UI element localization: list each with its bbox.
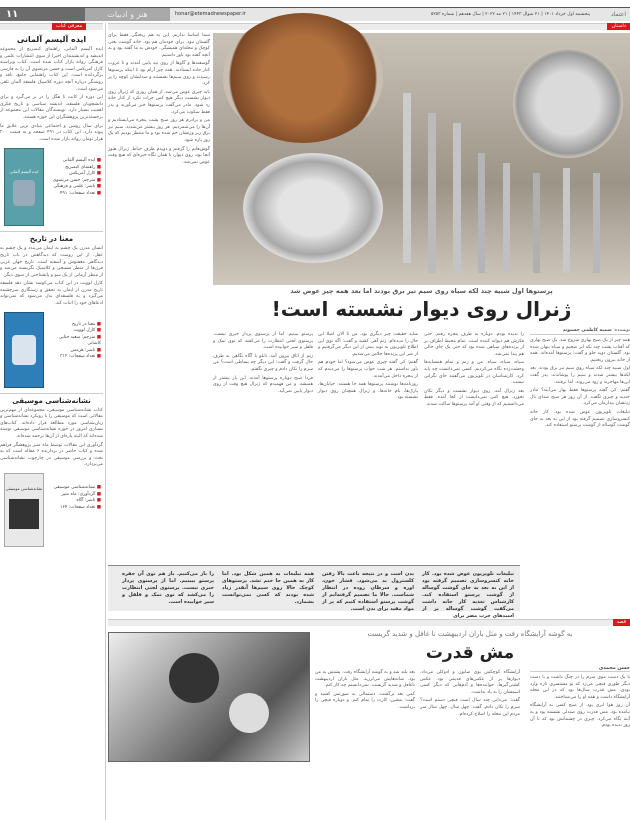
paragraph: آرایشگاه کوچکش بوی صابون و ادوکلن می‌داد. دیوارها پر از عکس‌های قدیمی بود. عکس کشتی‌گیرها، خواننده‌ها و آدم‌هایی که دیگر کسی اسمشان را به یاد نداشت.: [420, 670, 520, 695]
pullquote-text: همه تبلیغات به همین شکل بود. اما کار به همین جا ختم نشد. پرستوهای کوچک حالا روی سیم‌ها آنقدر زیاد شده بودند که کسی نمی‌توانست بشمارد.: [222, 571, 314, 605]
spoon: [593, 173, 600, 273]
paragraph: با یک دست موی سرم را در چنگ داشت و با دست دیگر طوری قیچی می‌زد که تو مشتسری تازه وارد بودی. مش قدرت سال‌ها بود که در این محله آرایشگاه داشت و همه او را می‌شناختند.: [530, 675, 630, 700]
paragraph: انسان مدرن یک چشم به ایمان می‌بندد و یک چشم به عقل. از این روست که دیدگاهش در باب تاریخ دیدگاهی مغشوش و آشفته است. تاریخ جهان غربی قرن‌ها از منظر مسیحی و کلاسیک نگریسته می‌شد و از منظر آرمانی از یک سو و پاتشناختی از سوی دیگر.: [0, 246, 103, 278]
paragraph: روزنامه‌ها نوشتند پرستوها همه جا هستند. خیابان‌ها، پارک‌ها، بام خانه‌ها. و ژنرال همچنان روی دیوار نشسته بود.: [318, 382, 418, 401]
tale-label: قصه: [613, 619, 630, 626]
byline: [530, 328, 630, 335]
fact: ■ کارل لوویت: [46, 328, 101, 335]
paragraph: شاید حقیقت چیز دیگری بود. من تا الان اصلا این حال را ندیده‌ام. زنم آهی کشید و گفت: اگه توی این اطلاع تلویزیون به نوید بیش از این دیگر می‌گرفتیم و از شر این پرنده‌ها خلاص می‌شدیم.: [318, 332, 418, 357]
fact: ■ مترجم: حسن مرتضوی: [46, 178, 101, 185]
spoon: [563, 168, 570, 273]
fact: ■ نشانه‌شناسی موسیقی: [46, 485, 101, 492]
paragraph: گفتم: کی گفته پرستوها فقط بهار می‌آیند؟ مادر خندید و چیزی نگفت. از آن روز هر صبح صدای بال زدنشان بیدارمان می‌کرد.: [530, 388, 630, 407]
fact: ■ ایده آلیسم آلمانی: [46, 158, 101, 165]
paragraph: کتاب نشانه‌شناسی موسیقی، مجموعه‌ای از مهم‌ترین مقالاتی است که موسیقی را با رویکرد نشانه‌شناسی و زبان‌شناسی مورد مطالعه قرار داده‌اند. کتاب‌های بسیاری امروز در حوزه نشانه‌شناسی موسیقی نوشته شده‌اند که البته پاره‌ای از آن‌ها ترجمه شده‌اند.: [0, 407, 103, 440]
byline-label: نویسنده:: [613, 328, 630, 333]
paragraph: برای سال روشن و اجتماعی بنیادی ترین علایق ما پیوند دارد. این کتاب در ۴۹۱ صفحه و به قیمت ۲۰۰ هزار تومان روانه بازار شده است.: [0, 123, 103, 142]
fork: [533, 173, 540, 273]
paragraph: گوش‌هایم را گرفتم و دویدم طرف حیاط. ژنرال هنوز آنجا بود، روی دیوار، با همان نگاه خیره‌ای که هیچ وقت عوض نمی‌شد.: [108, 146, 210, 165]
paragraph: من و برادرم هر روز صبح پشت پنجره می‌ایستادیم و آن‌ها را می‌شمردیم. هر روز بیشتر می‌شدند. سیم تیر برق زیر وزنشان خم شده بود و ما منتظر بودیم که یک روز پاره شود.: [107, 118, 210, 143]
book1-facts: [46, 158, 101, 197]
fact: ■ تعداد صفحات: ۳۱۲: [46, 354, 101, 361]
paragraph: آن روز هوا ابری بود. از صبح کسی به آرایشگاه نیامده بود. مش قدرت روی صندلی نشسته بود و به آینه نگاه می‌کرد. چیزی در چشمانش بود که تا آن روز ندیده بودم.: [530, 703, 630, 729]
figure-head: [229, 693, 269, 733]
tale-column-1: [530, 666, 630, 815]
story-label: داستان: [607, 23, 630, 30]
paragraph: کارل لوویت در این کتاب می‌کوشد نشان دهد فلسفه تاریخ مدرن از ایمان به تحقق و رستگاری سرچشمه می‌گیرد و به فلسفه‌ای بدل می‌شود که نمی‌تواند ادعاهای خود را اثبات کند.: [0, 281, 103, 307]
fact: ■ ناشر: آگاه: [46, 498, 101, 505]
story-photo-utensils: [213, 33, 630, 285]
book1-body: [0, 47, 103, 143]
fork: [503, 163, 510, 273]
tale-kicker: به گوشه آرایشگاه رفت و مثل باران اردیبهشت نا غافل و شدید گریست: [367, 630, 573, 638]
pullquote-text: تبلیغات تلویزیون عوض شده بود. کار خانه کنسروسازی تصمیم گرفته بود از این به بعد به جای گوشت گوساله از گوشت پرستو استفاده کند. کارشناس تغذیه کار خانه داشت می‌گفت گوشت گوساله پر از اسیدهای چرب مضر برای: [422, 571, 514, 619]
paragraph: گوسفندها و گاوها از روی تپه پایین آمدند و تا غروب کنار جاده ایستادند. همه چیز آرام بود تا اینکه پرستوها رسیدند و روی سیم‌ها نشستند و صدایشان کوچه را پر کرد.: [108, 61, 210, 87]
spoon: [453, 123, 461, 273]
sidebar: [0, 33, 103, 820]
knife: [403, 93, 411, 263]
paragraph: همه چیز از یک صبح بهاری شروع شد. یک صبح بهاری که آفتاب پشت چند تکه ابر ضخیم و سیاه پنهان شده بود. گلستان دوید جلو و گفت: پرستوها آمده‌اند. همه از خانه بیرون ریختیم.: [530, 338, 630, 363]
story-label-rule: [108, 23, 630, 30]
fact: ■ کارل آمریکس: [46, 171, 101, 178]
paragraph: پرستو ببینیم. اما از پرستوی پردار خبری نیست. پرستوی لختی انتظارت را می‌کشد که توی نمک و فلفل و سیر خوابیده است.: [213, 332, 313, 351]
silver-plate: [513, 48, 623, 158]
fact: ■ راهنمای کیمبریج: [46, 165, 101, 172]
book2-body: [0, 246, 103, 307]
fact: ■ معنا در تاریخ: [46, 322, 101, 329]
fact: ■ ناشر: هرمس: [46, 348, 101, 355]
silver-tray: [243, 153, 383, 263]
tale-column-3: [315, 670, 415, 818]
tale-photo-barber: [108, 632, 310, 762]
paragraph: گردآوری این مقالات توسط ماه منیر پژوهشگر فراهم شده و کتاب حاضر در بردارنده ۶ مقاله است که به بحث و بررسی موسیقی در چارچوب نشانه‌شناسی می‌پردازد.: [0, 442, 103, 468]
book-intro-label: معرفی کتاب: [52, 23, 86, 30]
cover-title: ایده آلیسم آلمانی: [9, 169, 39, 175]
spoon: [428, 113, 436, 273]
story-column-1: [530, 328, 630, 563]
pullquote-text: بدن است و در نتیجه باعث بالا رفتن کلسترول بد می‌شود. فشار خون، اوره و سرطان روده در انتظار شماست. حالا ما تصمیم گرفته‌ایم از گوشت پرستو استفاده کنیم که پر از مواد مفید برای بدن است.: [322, 571, 414, 612]
paragraph: شما اساسا نداریم. این به هم ریختگی فقط برای گلستان نبود. برای خودمان هم بود. خانه گوشت یعنی کوچک و محله‌ای همیشگی. خودش به ما گفته بود و به آنچه گفته بود باور داشتیم.: [108, 33, 210, 58]
book3-body: [0, 408, 103, 469]
date-line: پنجشنبه اول خرداد ۱۴۰۱ | ۲۱ شوال ۱۴۴۳ | ۲۱ مه ۲۰۲۲ | سال هفدهم | شماره ۵۲۵۳: [430, 12, 590, 17]
book1-title: ایده آلیسم آلمانی: [16, 35, 87, 44]
tale-title: مش قدرت: [425, 643, 515, 663]
paragraph: سیاه، سیاه، سیاه. من و زنم و تمام همسایه‌ها وحشت‌زده نگاه می‌کردیم. کسی نمی‌دانست چه باید کرد. کارشناسان در تلویزیون می‌گفتند جای نگرانی نیست.: [424, 360, 524, 386]
paragraph: بعد ژنرال آمد. روی دیوار نشست و دیگر تکان نخورد. هیچ کس نمی‌دانست از کجا آمده. فقط می‌دانستیم که از وقتی او آمد پرستوها ساکت شدند.: [424, 388, 524, 407]
paragraph: گفت: می‌دانی چند سال است قیچی دستم است؟ سرم را تکان دادم. گفت: چهل سال. چهل سال سر مردم این محله را اصلاح کرده‌ام.: [420, 698, 520, 717]
paragraph: کمی بعد برگشت، دستمالی به صورتش کشید و گفت: بنشین، کارت را تمام کنم. و دوباره قیچی را برداشت.: [315, 691, 415, 710]
fact: ■ مترجم: سعید حنایی کاشانی: [46, 335, 101, 348]
book3-title: نشانه‌شناسی موسیقی: [12, 396, 91, 405]
page-number: ۱۱: [0, 8, 85, 21]
fact: ■ گردآوری: ماه منیر: [46, 492, 101, 499]
paragraph: زنم از اتاق بیرون آمد. تابلو با آگاه نگاهی به طرف حال گرفت و گفت: این دیگر چه بساطی است؟ من سرم را تکان دادم و چیزی نگفتم.: [213, 353, 313, 372]
paragraph: این دوره از کانت تا هگل را در بر می‌گیرد و برای دانشجویان فلسفه، اندیشه سیاسی و تاریخ فکری اهمیت بسیار دارد. نویسندگان مقالات این مجموعه از برجسته‌ترین پژوهشگران این حوزه هستند.: [0, 95, 103, 120]
figure-head: [169, 653, 219, 703]
story-column-left: [108, 33, 210, 563]
book3-cover: [4, 473, 44, 547]
book1-cover: [4, 148, 44, 226]
story-column-3: [318, 332, 418, 560]
tale-column-2: [420, 670, 520, 818]
paragraph: ایده آلیسم آلمانی، راهنمای کیمبریج از مجموعه اندیشه و اندیشمندان اخیرا از سوی انتشارات علمی و فرهنگی روانه بازار کتاب شده است. کتاب ویراسته کارل آمریکس است و حسن مرتضوی آن را به فارسی برگردانده است. این کتاب راهنمایی جامع، ناقد و روشنگر درباره آنچه دوره کلاسیک فلسفه آلمان تلقی می‌شود است.: [0, 47, 103, 92]
tale-label-rule: [108, 619, 630, 626]
cover-title: نشانه‌شناسی موسیقی: [5, 486, 43, 491]
cover-portrait: [12, 335, 36, 365]
fact: ■ ناشر: علمی و فرهنگی: [46, 184, 101, 191]
paragraph: تبلیغات تلویزیون عوض شده بود. کار خانه کنسروسازی تصمیم گرفته بود از این به بعد به جای گوشت گوساله از گوشت پرستو استفاده کند.: [530, 409, 630, 429]
paragraph: اول شبیه چند لکه سیاه روی سیم تیر برق بودند. بعد لکه‌ها بیشتر شدند و سیم را پوشاندند. پدر گفت این‌ها مهاجرند و زود می‌روند. اما نرفتند.: [530, 366, 630, 385]
paragraph: بعد بلند شد و به گوشه آرایشگاه رفت. پشتش به من بود. شانه‌هایش می‌لرزید. مثل باران اردیبهشت ناغافل و شدید گریست. نمی‌دانستم چه کار کنم.: [315, 670, 415, 689]
book2-cover: [4, 312, 44, 388]
fact: ■ تعداد صفحات: ۱۶۴: [46, 505, 101, 512]
paragraph: گفتم: کی گفته چیزی عوض می‌شود؟ اما خودم هم باور نداشتم. هر شب خواب پرستوها را می‌دیدم که از پنجره داخل می‌آمدند.: [318, 360, 418, 379]
paragraph: فردا صبح دوباره پرستوها آمدند. این بار بیشتر از همیشه. و من فهمیدم که ژنرال هیچ وقت از روی دیوار پایین نمی‌آید.: [213, 375, 313, 394]
email-link[interactable]: honar@etemadnewspaper.ir: [175, 11, 246, 17]
story-column-2: [424, 332, 524, 560]
column-divider: [105, 23, 106, 820]
story-headline: ژنرال روی دیوار نشسته است!: [271, 297, 572, 321]
paragraph: باید چیزی عوض می‌شد. از همان روزی که ژنرال روی دیوار نشست دیگر هیچ کس جرات نکرد از کنار خانه رد شود. مادر می‌گفت پرستوها خبر می‌آورند و پدر فقط سکوت می‌کرد.: [108, 89, 210, 115]
book2-facts: [46, 322, 101, 361]
book2-title: معنا در تاریخ: [29, 235, 74, 244]
copper-pan: [223, 13, 383, 143]
story-column-4: [213, 332, 313, 560]
paragraph: را ندیده بودم. دوباره به طرف پنجره رفتم. حتی فکرش هم دیوانه کننده است. تمام محیط اطراف پر از پرنده‌های سیاهی شده بود که حتی یک جای خالی هم پیدا نمی‌شد.: [424, 332, 524, 357]
fork: [478, 153, 485, 273]
fact: ■ تعداد صفحات: ۴۹۱: [46, 191, 101, 198]
cover-art: [9, 499, 39, 529]
story-kicker: پرستوها اول شبیه چند لکه سیاه روی سیم تیر برق بودند اما بعد همه چیز عوض شد: [290, 287, 553, 295]
cover-portrait: [13, 180, 35, 206]
tale-author: حسن محمدی: [530, 666, 630, 672]
book3-facts: [46, 485, 101, 511]
section-title: هنر و ادبیات: [85, 8, 170, 21]
pullquote-text: را باز می‌کنیم. باز هم توی آن حفره پرستو ببینیم. اما از پرستوی پردار خبری نیست. پرستوی لختی انتظارت را می‌کشد که توی نمک و فلفل و سیر خوابیده است.: [122, 571, 214, 605]
pullquote-box: [108, 565, 520, 619]
author-name: سمیه کاظمی حسنوند: [562, 328, 612, 333]
newspaper-logo: اعتماد: [610, 11, 626, 18]
